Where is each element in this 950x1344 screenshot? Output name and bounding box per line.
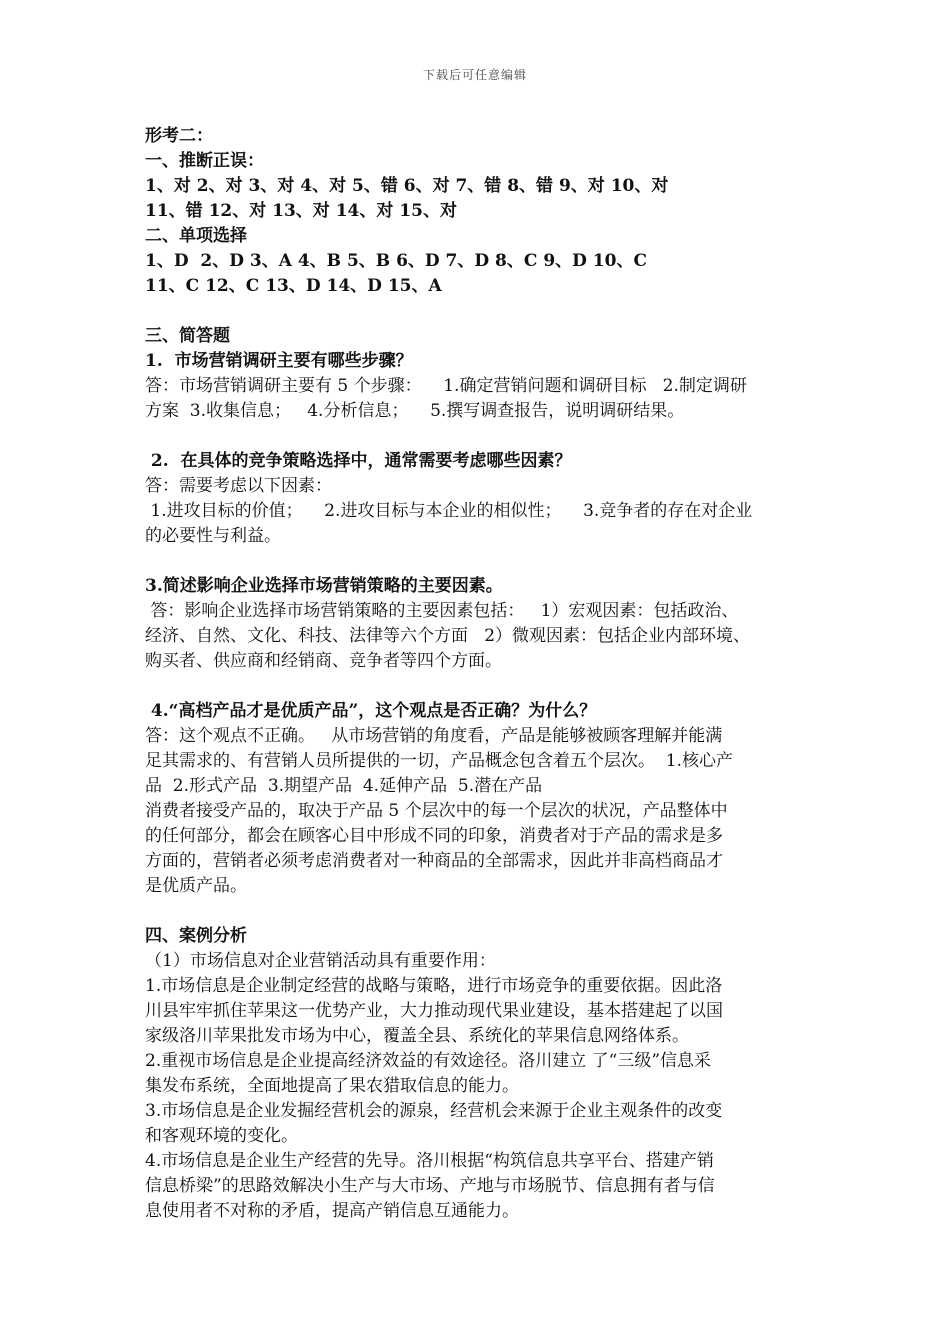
case-point-4-line-3: 息使用者不对称的矛盾，提高产销信息互通能力。 — [145, 1201, 519, 1221]
answer-2-line-2: 1.进攻目标的价值； 2.进攻目标与本企业的相似性； 3.竞争者的存在对企业 — [145, 501, 753, 521]
section-heading-short-answer: 三、简答题 — [145, 326, 230, 346]
answer-4-line-5: 的任何部分，都会在顾客心目中形成不同的印象，消费者对于产品的需求是多 — [145, 826, 723, 846]
question-3: 3.简述影响企业选择市场营销策略的主要因素。 — [145, 576, 503, 596]
case-point-4-line-1: 4.市场信息是企业生产经营的先导。洛川根据“构筑信息共享平台、搭建产销 — [145, 1151, 714, 1171]
section-heading-single-choice: 二、单项选择 — [145, 226, 247, 246]
case-point-2-line-1: 2.重视市场信息是企业提高经济效益的有效途径。洛川建立 了“三级”信息采 — [145, 1051, 712, 1071]
blank-line — [145, 899, 820, 924]
page-header: 下载后可任意编辑 — [422, 68, 527, 82]
answer-1-line-1: 答：市场营销调研主要有 5 个步骤： 1.确定营销问题和调研目标 2.制定调研 — [145, 376, 747, 396]
answer-2-line-1: 答：需要考虑以下因素： — [145, 476, 332, 496]
case-point-1-line-2: 川县牢牢抓住苹果这一优势产业，大力推动现代果业建设，基本搭建起了以国 — [145, 1001, 723, 1021]
answer-4-line-2: 足其需求的、有营销人员所提供的一切，产品概念包含着五个层次。 1.核心产 — [145, 751, 734, 771]
answer-4-line-1: 答：这个观点不正确。 从市场营销的角度看，产品是能够被顾客理解并能满 — [145, 726, 723, 746]
case-point-1-line-1: 1.市场信息是企业制定经营的战略与策略，进行市场竞争的重要依据。因此洛 — [145, 976, 723, 996]
document-title: 形考二： — [145, 126, 213, 146]
answer-4-line-6: 方面的，营销者必须考虑消费者对一种商品的全部需求，因此并非高档商品才 — [145, 851, 723, 871]
choice-answers-row-1: 1、D 2、D 3、A 4、B 5、B 6、D 7、D 8、C 9、D 10、C — [145, 251, 647, 271]
answer-3-line-2: 经济、自然、文化、科技、法律等六个方面 2）微观因素：包括企业内部环境、 — [145, 626, 751, 646]
case-point-2-line-2: 集发布系统，全面地提高了果农猎取信息的能力。 — [145, 1076, 519, 1096]
section-heading-judgment: 一、推断正误： — [145, 151, 264, 171]
answer-2-line-3: 的必要性与利益。 — [145, 526, 281, 546]
blank-line — [145, 549, 820, 574]
blank-line — [145, 674, 820, 699]
answer-4-line-7: 是优质产品。 — [145, 876, 247, 896]
question-1: 1. 市场营销调研主要有哪些步骤？ — [145, 351, 413, 371]
judgment-answers-row-2: 11、错 12、对 13、对 14、对 15、对 — [145, 201, 457, 221]
question-2: 2. 在具体的竞争策略选择中，通常需要考虑哪些因素？ — [145, 451, 572, 471]
choice-answers-row-2: 11、C 12、C 13、D 14、D 15、A — [145, 276, 442, 296]
case-point-1-line-3: 家级洛川苹果批发市场为中心，覆盖全县、系统化的苹果信息网络体系。 — [145, 1026, 689, 1046]
answer-3-line-3: 购买者、供应商和经销商、竞争者等四个方面。 — [145, 651, 502, 671]
answer-3-line-1: 答：影响企业选择市场营销策略的主要因素包括： 1）宏观因素：包括政治、 — [145, 601, 739, 621]
blank-line — [145, 424, 820, 449]
judgment-answers-row-1: 1、对 2、对 3、对 4、对 5、错 6、对 7、错 8、错 9、对 10、对 — [145, 176, 669, 196]
case-intro: （1）市场信息对企业营销活动具有重要作用： — [145, 951, 496, 971]
document-body — [145, 124, 820, 1224]
answer-1-line-2: 方案 3.收集信息； 4.分析信息； 5.撰写调查报告，说明调研结果。 — [145, 401, 685, 421]
answer-4-line-3: 品 2.形式产品 3.期望产品 4.延伸产品 5.潜在产品 — [145, 776, 543, 796]
case-point-3-line-1: 3.市场信息是企业发掘经营机会的源泉，经营机会来源于企业主观条件的改变 — [145, 1101, 723, 1121]
answer-4-line-4: 消费者接受产品的，取决于产品 5 个层次中的每一个层次的状况，产品整体中 — [145, 801, 728, 821]
blank-line — [145, 299, 820, 324]
section-heading-case-analysis: 四、案例分析 — [145, 926, 247, 946]
case-point-4-line-2: 信息桥梁”的思路效解决小生产与大市场、产地与市场脱节、信息拥有者与信 — [145, 1176, 715, 1196]
question-4: 4.“高档产品才是优质产品”，这个观点是否正确？为什么？ — [145, 701, 597, 721]
case-point-3-line-2: 和客观环境的变化。 — [145, 1126, 298, 1146]
